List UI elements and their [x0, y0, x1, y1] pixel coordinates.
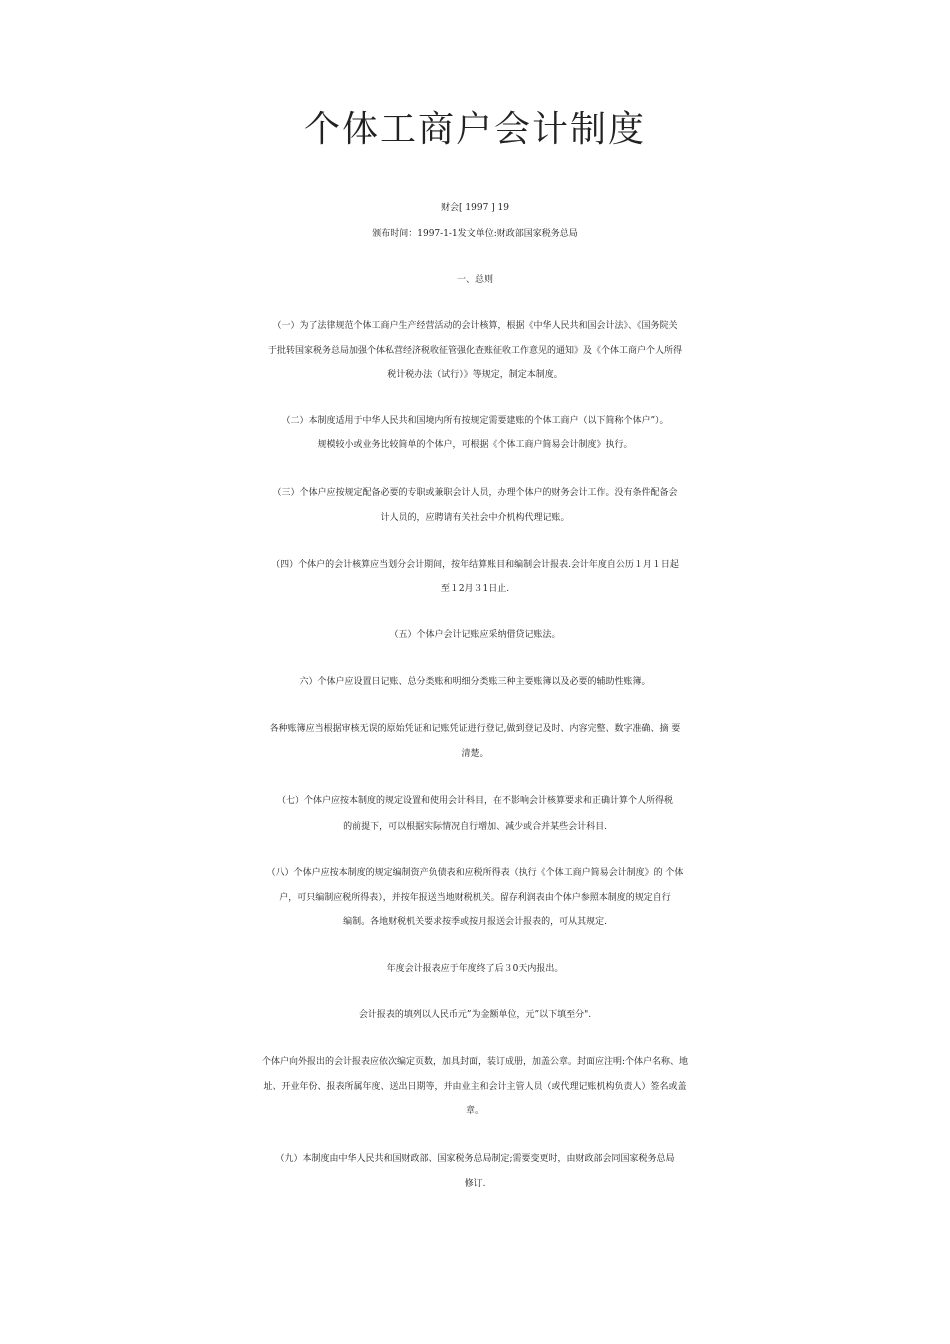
paragraph-1-line-1: （一）为了法律规范个体工商户生产经营活动的会计核算，根据《中华人民共和国会计法》、《国务院关	[272, 321, 678, 331]
paragraph-5-line-1: （五）个体户会计记账应采纳借贷记账法。	[389, 630, 561, 640]
document-title: 个体工商户会计制度	[303, 109, 646, 150]
paragraph-7-line-2: 清楚。	[461, 749, 489, 759]
paragraph-8-line-2: 的前提下，可以根据实际情况自行增加、减少或合并某些会计科目.	[343, 822, 607, 832]
paragraph-11-line-1: 会计报表的填列以人民币元”为金额单位，元”以下填至分".	[358, 1010, 592, 1020]
paragraph-2-line-2: 规模较小或业务比较简单的个体户，可根据《个体工商户简易会计制度》执行。	[317, 440, 633, 450]
paragraph-4-line-2: 至１2月３1日止.	[440, 584, 510, 594]
issue-info: 颁布时间：1997-1-1发文单位:财政部国家税务总局	[372, 229, 578, 239]
paragraph-3-line-2: 计人员的，应聘请有关社会中介机构代理记账。	[380, 513, 570, 523]
paragraph-9-line-2: 户，可只编制应税所得表），并按年报送当地财税机关。留存利润表由个体户参照本制度的规定自行	[279, 893, 671, 903]
document-number: 财会[ 1997 ] 19	[441, 203, 509, 213]
paragraph-6-line-1: 六）个体户应设置日记账、总分类账和明细分类账三种主要账簿以及必要的辅助性账簿。	[299, 677, 651, 687]
paragraph-1-line-3: 税计税办法（试行）》等规定，制定本制度。	[387, 370, 563, 380]
paragraph-8-line-1: （七）个体户应按本制度的规定设置和使用会计科目，在不影响会计核算要求和正确计算个人所得税	[276, 796, 673, 806]
paragraph-1-line-2: 于批转国家税务总局加强个体私营经济税收征管强化查账征收工作意见的通知》及《个体工商户个人所得	[267, 346, 682, 356]
paragraph-9-line-3: 编制。各地财税机关要求按季或按月报送会计报表的，可从其规定.	[343, 917, 607, 927]
paragraph-10-line-1: 年度会计报表应于年度终了后３0天内报出。	[386, 964, 564, 974]
paragraph-13-line-2: 修订.	[464, 1179, 486, 1189]
section-heading: 一、总则	[456, 275, 493, 285]
paragraph-4-line-1: （四）个体户的会计核算应当划分会计期间，按年结算账目和编制会计报表.会计年度自公历１月１日起	[271, 560, 679, 570]
paragraph-12-line-3: 章。	[465, 1106, 484, 1116]
paragraph-12-line-2: 址、开业年份、报表所属年度、送出日期等，并由业主和会计主管人员（或代理记账机构负责人）签名或盖	[263, 1082, 687, 1092]
paragraph-9-line-1: （八）个体户应按本制度的规定编制资产负债表和应税所得表（执行《个体工商户简易会计制度》的 个体	[266, 868, 684, 878]
paragraph-13-line-1: （九）本制度由中华人民共和国财政部、国家税务总局制定;需要变更时，由财政部会同国家税务总局	[275, 1154, 675, 1164]
paragraph-2-line-1: （二）本制度适用于中华人民共和国境内所有按规定需要建账的个体工商户（以下简称个体户”）。	[281, 416, 669, 426]
paragraph-7-line-1: 各种账簿应当根据审核无误的原始凭证和记账凭证进行登记,做到登记及时、内容完整、数字准确、摘 要	[269, 724, 681, 734]
paragraph-12-line-1: 个体户向外报出的会计报表应依次编定页数，加具封面，装订成册，加盖公章。封面应注明:个体户名称、地	[261, 1057, 689, 1067]
paragraph-3-line-1: （三）个体户应按规定配备必要的专职或兼职会计人员，办理个体户的财务会计工作。没有条件配备会	[272, 488, 678, 498]
